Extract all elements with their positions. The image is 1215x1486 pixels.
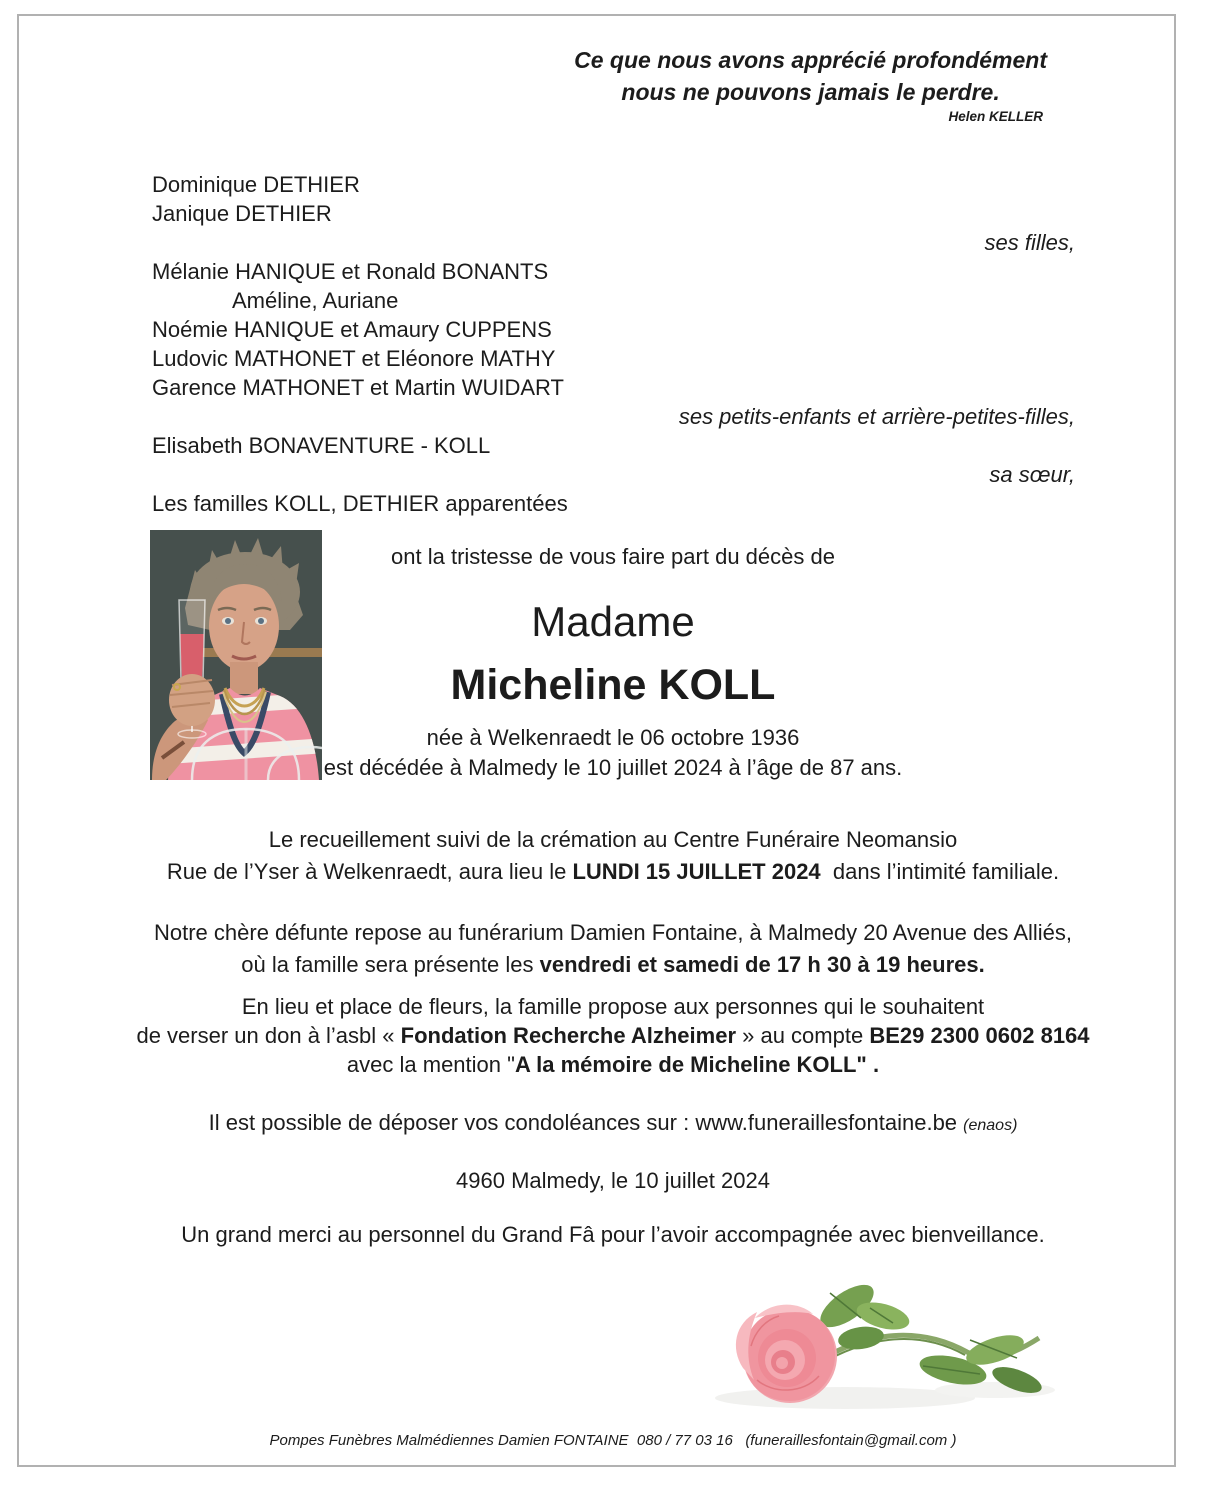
daughter-name: Janique DETHIER: [152, 201, 332, 226]
great-grandchildren-names: Améline, Auriane: [232, 288, 399, 313]
daughter-name: Dominique DETHIER: [152, 172, 360, 197]
donation-line-2: [11, 1021, 1215, 1050]
repose-line-1: Notre chère défunte repose au funérarium Damien Fontaine, à Malmedy 20 Avenue des Alliés,: [153, 920, 1073, 945]
relation-label-daughters: ses filles,: [984, 230, 1075, 255]
condolences-line: [11, 1107, 1215, 1141]
thanks-line: Un grand merci au personnel du Grand Fâ pour l’avoir accompagnée avec bienveillance.: [181, 1222, 1045, 1247]
ceremony-line-1: Le recueillement suivi de la crémation au Centre Funéraire Neomansio: [268, 827, 958, 852]
rose-illustration: [695, 1268, 1065, 1420]
repose-line-2-pre: où la famille sera présente les: [241, 952, 540, 977]
quote-attribution: Helen KELLER: [948, 109, 1043, 124]
grandchild-couple: Noémie HANIQUE et Amaury CUPPENS: [152, 317, 552, 342]
deceased-name: Micheline KOLL: [450, 661, 776, 709]
repose-visit-hours: vendredi et samedi de 17 h 30 à 19 heures.: [539, 952, 985, 977]
ceremony-paragraph: [11, 824, 1215, 888]
announcement-intro: ont la tristesse de vous faire part du décès de: [391, 544, 835, 569]
donation-mention: A la mémoire de Micheline KOLL" .: [514, 1052, 880, 1077]
sister-name: Elisabeth BONAVENTURE - KOLL: [152, 433, 491, 458]
ceremony-line-2-pre: Rue de l’Yser à Welkenraedt, aura lieu le: [166, 859, 573, 884]
donation-account-number: BE29 2300 0602 8164: [869, 1023, 1090, 1048]
funeral-home-footer: Pompes Funèbres Malmédiennes Damien FONTAINE 080 / 77 03 16 (funeraillesfontain@gmail.com ): [269, 1432, 957, 1449]
dateline: 4960 Malmedy, le 10 juillet 2024: [456, 1168, 770, 1193]
ceremony-date: LUNDI 15 JUILLET 2024: [572, 859, 821, 884]
donation-line-3-pre: avec la mention ": [346, 1052, 515, 1077]
donation-paragraph: [11, 992, 1215, 1079]
grandchild-couple: Garence MATHONET et Martin WUIDART: [152, 375, 564, 400]
donation-line-1: En lieu et place de fleurs, la famille propose aux personnes qui le souhaitent: [241, 994, 985, 1019]
grandchild-couple: Mélanie HANIQUE et Ronald BONANTS: [152, 259, 549, 284]
deceased-title: Madame: [531, 598, 695, 645]
repose-line-2: [11, 949, 1215, 981]
condolences-site-note: (enaos): [963, 1117, 1018, 1134]
family-list: [152, 170, 1075, 518]
quote-line-2: nous ne pouvons jamais le perdre.: [621, 79, 1000, 105]
donation-line-2-mid: » au compte: [736, 1023, 870, 1048]
donation-line-2-pre: de verser un don à l’asbl «: [136, 1023, 401, 1048]
relation-label-sister: sa sœur,: [989, 462, 1075, 487]
quote-line-1: Ce que nous avons apprécié profondément: [574, 47, 1047, 73]
condolences-text: Il est possible de déposer vos condoléances sur : www.funeraillesfontaine.be: [208, 1110, 964, 1135]
ceremony-line-2: [11, 856, 1215, 888]
donation-line-3: [11, 1050, 1215, 1079]
relation-label-grandchildren: ses petits-enfants et arrière-petites-filles,: [678, 404, 1075, 429]
memorial-quote: [574, 44, 1047, 125]
grandchild-couple: Ludovic MATHONET et Eléonore MATHY: [152, 346, 556, 371]
death-line: est décédée à Malmedy le 10 juillet 2024 à l’âge de 87 ans.: [323, 755, 903, 780]
repose-paragraph: [11, 917, 1215, 981]
donation-charity-name: Fondation Recherche Alzheimer: [400, 1023, 737, 1048]
ceremony-line-2-post: dans l’intimité familiale.: [820, 859, 1060, 884]
rose-image: [695, 1268, 1065, 1420]
related-families: Les familles KOLL, DETHIER apparentées: [152, 491, 568, 516]
birth-line: née à Welkenraedt le 06 octobre 1936: [426, 725, 800, 750]
